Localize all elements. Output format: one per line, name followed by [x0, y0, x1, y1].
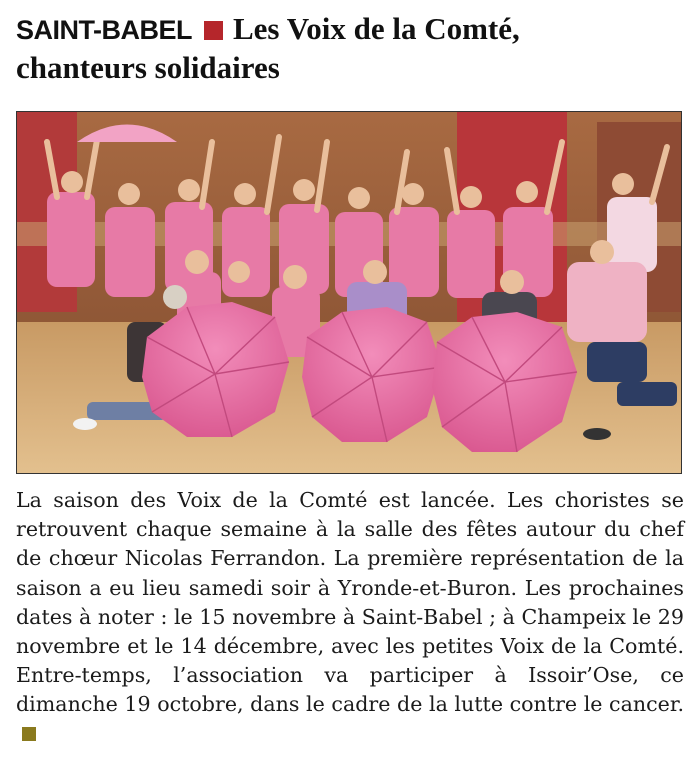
kicker-square-icon [204, 21, 223, 40]
photo-illustration [17, 112, 681, 473]
choir-group-photo [16, 111, 682, 474]
article-title-line-2: chanteurs solidaires [16, 50, 280, 85]
article-headline [16, 12, 686, 90]
article-body [16, 486, 684, 749]
end-of-article-square-icon [22, 727, 36, 741]
article-title-line-1: Les Voix de la Comté, [233, 11, 520, 46]
location-kicker: SAINT-BABEL [16, 15, 192, 45]
article-body-text: La saison des Voix de la Comté est lancée. Les choristes se retrouvent chaque semaine à la salle des fêtes autour du chef de chœur Nicolas Ferrandon. La première représentation de la saison a eu lieu samedi soir à Yronde-et-Buron. Les prochaines dates à noter : le 15 novembre à Saint-Babel ; à Champeix le 29 novembre et le 14 décembre, avec les petites Voix de la Comté. Entre-temps, l’association va participer à Issoir’Ose, ce dimanche 19 octobre, dans le cadre de la lutte contre le cancer. [16, 488, 684, 717]
